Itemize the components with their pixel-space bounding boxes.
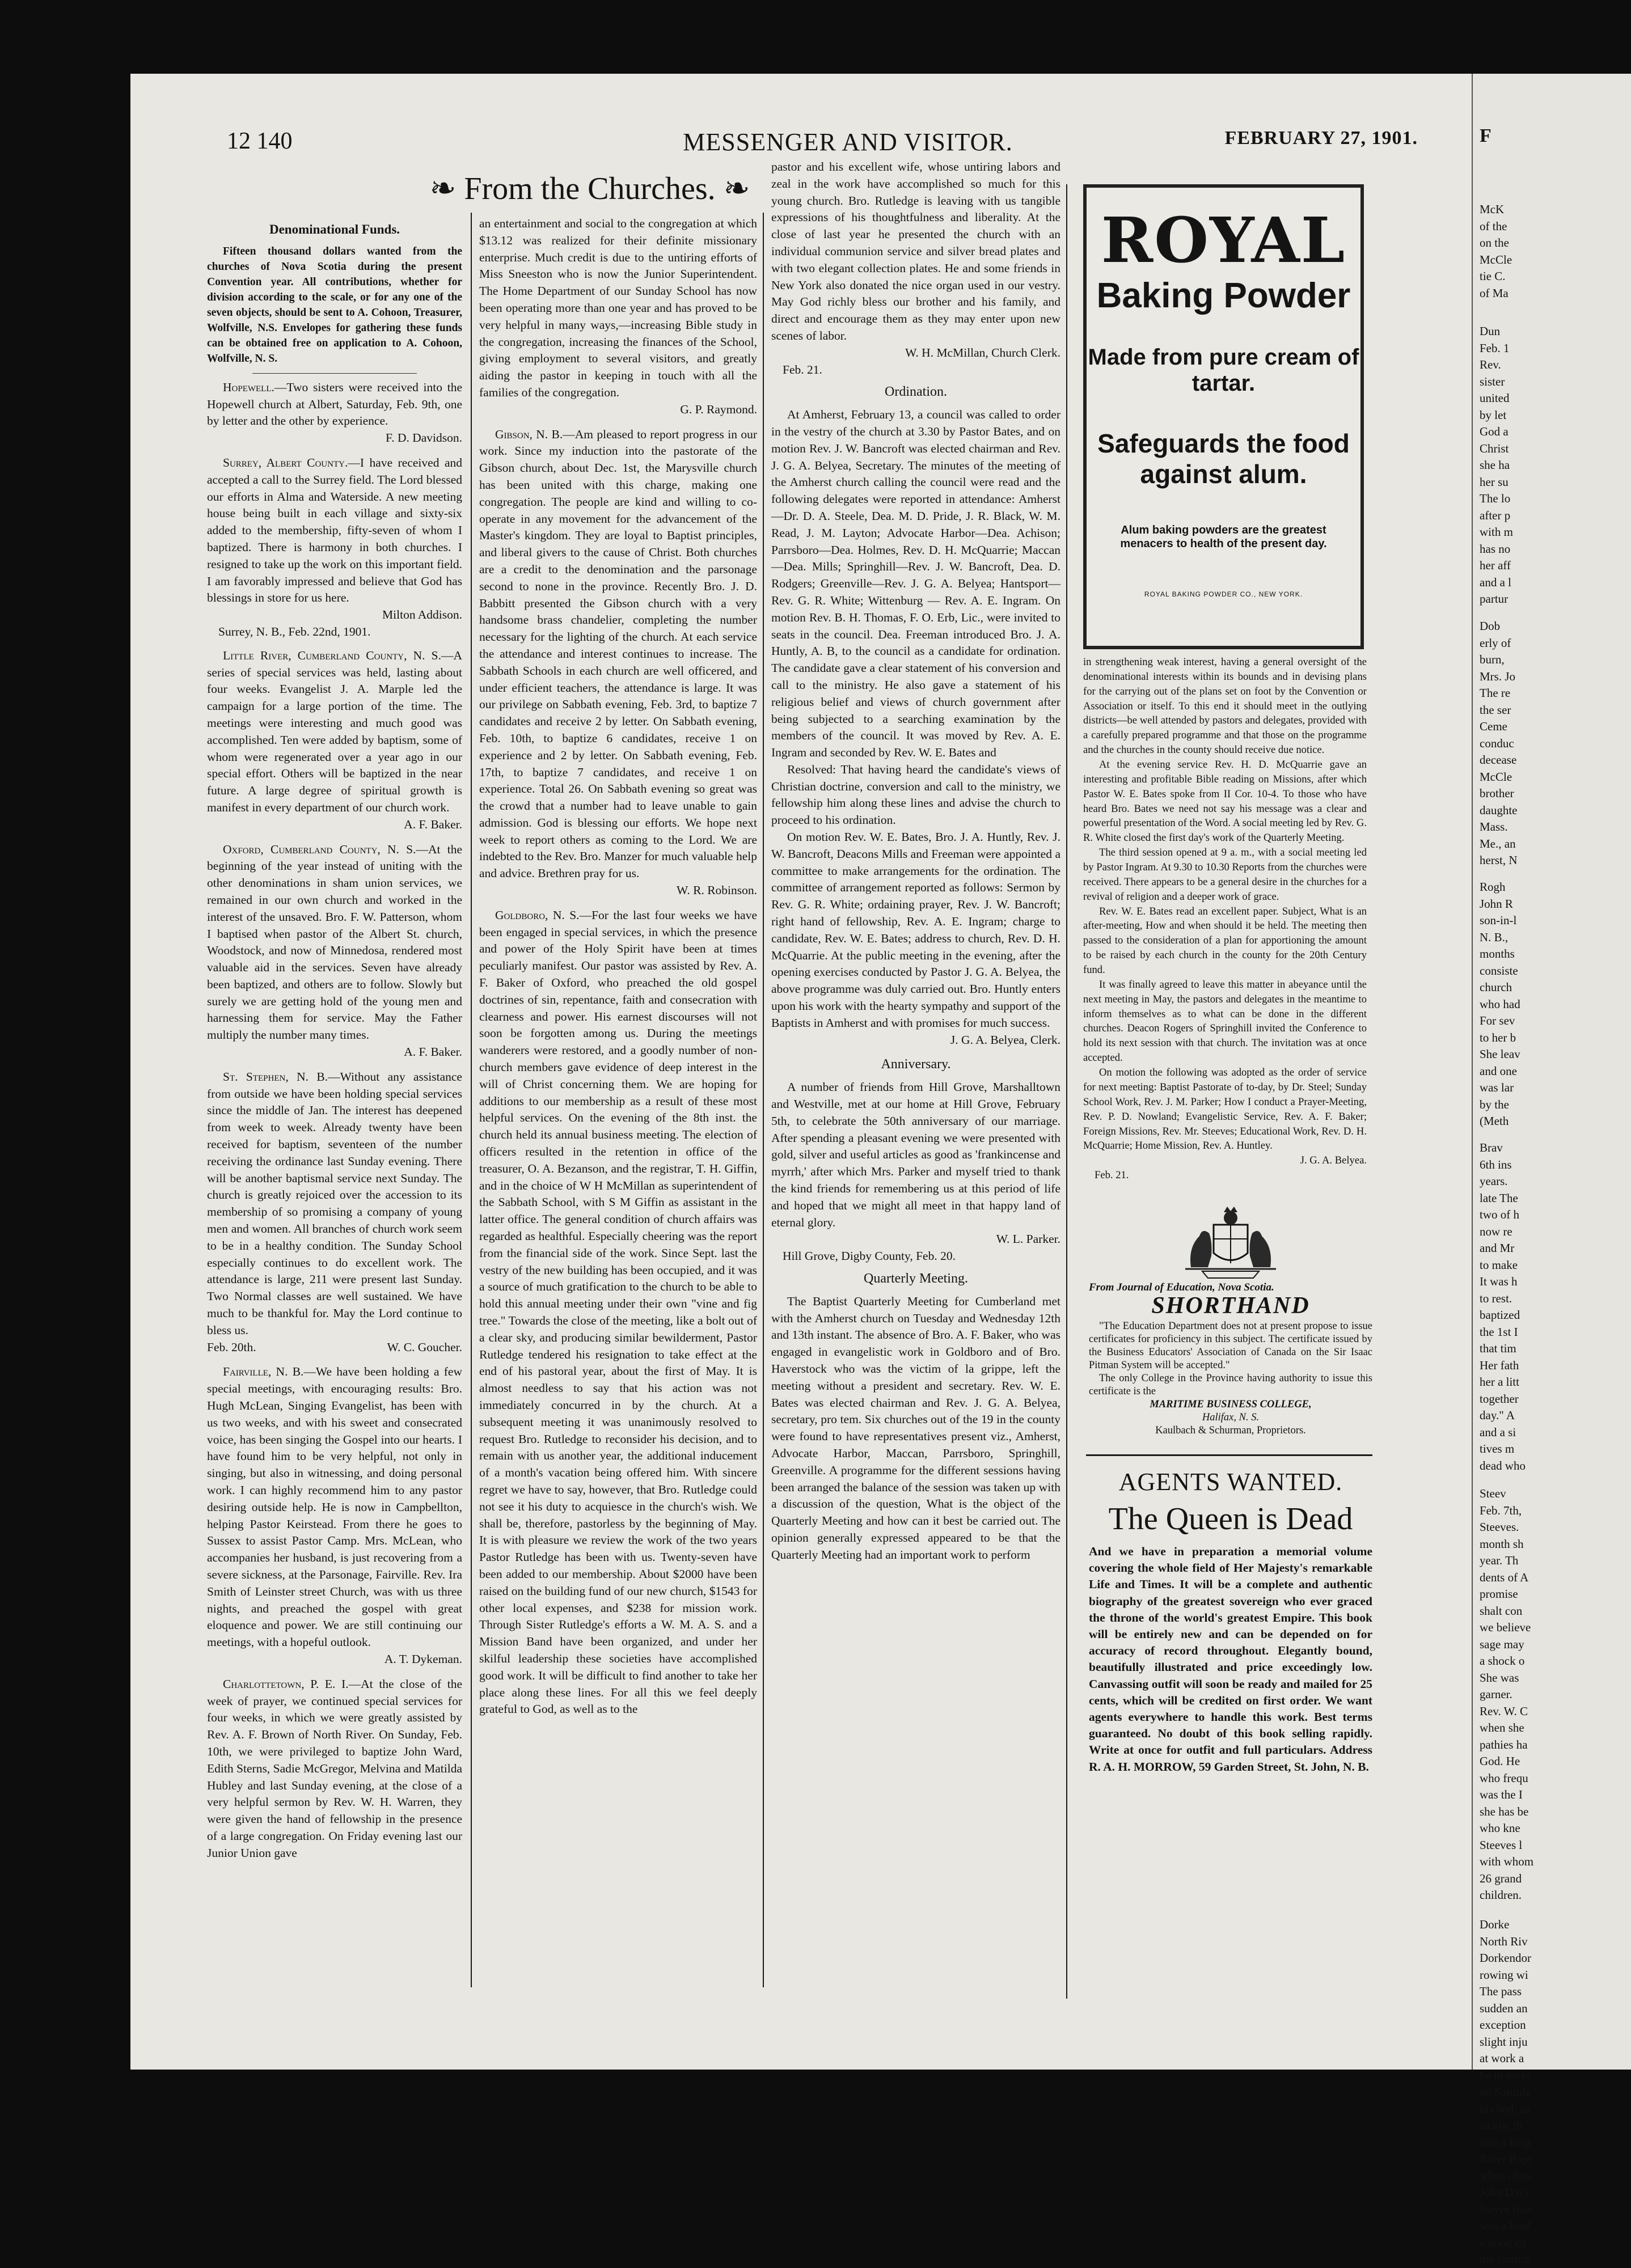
strip-line: sudden an: [1480, 2001, 1528, 2015]
strip-line: McCle: [1480, 252, 1512, 266]
column-rule: [1066, 184, 1067, 1999]
strip-line: Dorkendor: [1480, 1951, 1531, 1965]
ad-divider: [1086, 1454, 1372, 1456]
strip-line: Me., an: [1480, 836, 1516, 850]
strip-line: now re: [1480, 1224, 1512, 1238]
strip-line: tives m: [1480, 1442, 1515, 1455]
strip-line: the 1st I: [1480, 1325, 1518, 1339]
royal-baking-powder-ad: [1083, 184, 1364, 649]
strip-line: pathies ha: [1480, 1737, 1528, 1751]
anniversary-text: A number of friends from Hill Grove, Marshalltown and Westville, met at our home at Hill Grove, February 5th, to celebrate the 50th anniversary of our marriage. After spending a pleasant evening we were presented with gold, silver and useful articles as good as 'frankincense and myrrh,' after which Mrs. Parker and myself tried to thank the kind friends for remembering us at this period of life and hoped that we might all meet in that happy land of eternal glory.: [771, 1080, 1060, 1229]
strip-line: River Bapt: [1480, 2152, 1532, 2165]
agents-body: And we have in preparation a memorial volume covering the whole field of Her Majesty's remarkable Life and Times. It will be a complete and authentic biography of the greatest sovereign who ever graced the throne of the world's greatest Empire. This book will be entirely new and can be depended on for accuracy of record throughout. Elegantly bound, beautifully illustrated and price exceedingly low. Canvassing outfit will soon be ready and mailed for 25 cents, which will be credited on first order. We want agents everywhere to handle this work. Best terms guaranteed. No doubt of this book selling rapidly. Write at once for outfit and full particulars. Address R. A. H. MORROW, 59 Garden Street, St. John, N. B.: [1089, 1545, 1372, 1774]
charlottetown-signature: G. P. Raymond.: [680, 402, 757, 416]
strip-line: years.: [1480, 1174, 1508, 1188]
ordination-resolved: Resolved: That having heard the candidate's views of Christian doctrine, conversion and call to the ministry, we fellowship him along these lines and advise the church to proceed to his ordination.: [771, 762, 1060, 827]
strip-block-1: [1480, 201, 1627, 302]
ordination-motion: On motion Rev. W. E. Bates, Bro. J. A. Huntly, Rev. J. W. Bancroft, Deacons Mills and Freeman were appointed a committee to make arrangements for the ordination. The committee of arrangement reported as follows: Sermon by Rev. G. R. White; ordaining prayer, Rev. J. W. Bancroft; right hand of fellowship, Rev. A. E. Ingram; charge to candidate, Rev. W. E. Bates; address to church, Rev. D. H. McQuarrie. At the public meeting in the evening, after the opening exercises conducted by Pastor J. G. A. Belyea, the above programme was duly carried out. Bro. Huntly enters upon his work with the hearty sympathy and support of the Baptists in Amherst and with promises for much success.: [771, 830, 1060, 1030]
quarterly-continued-3: The third session opened at 9 a. m., with a social meeting led by Pastor Ingram. At 9.30 to 10.30 Reports from the churches were received. There appears to be a general desire in the churches for a revival of religion and a deeper work of grace.: [1083, 847, 1367, 903]
funds-heading: Denominational Funds.: [269, 222, 400, 236]
strip-line: and one: [1480, 1064, 1517, 1078]
strip-line: and a si: [1480, 1425, 1516, 1439]
strip-line: daughte: [1480, 803, 1518, 817]
quarterly-continued-4: Rev. W. E. Bates read an excellent paper. Subject, What is an after-meeting, How and when should it be held. The meeting then passed to the consideration of a plan for apportioning the amount to be raised by each church in the county for the 20th Century fund.: [1083, 905, 1367, 976]
strip-line: Mass.: [1480, 820, 1508, 833]
strip-line: John Davi: [1480, 2185, 1528, 2199]
agents-wanted-ad: [1089, 1463, 1372, 2030]
strip-line: God a: [1480, 425, 1509, 438]
strip-line: erly of: [1480, 636, 1511, 650]
strip-line: children.: [1480, 1888, 1522, 1902]
goldboro-report: Goldboro, N. S.—For the last four weeks we have been engaged in special services, in which the presence and power of the Holy Spirit have been at times peculiarly manifest. Our pastor was assisted by Rev. A. F. Baker of Oxford, who preached the old gospel doctrines of sin, repentance, faith and consecration with clearness and power. His earnest discourses will not soon be forgotten among us. During the meetings wanderers were restored, and a goodly number of non-church members gave evidence of deep interest in the will of Christ concerning them. We are hoping for additions to our membership as a result of these most helpful services. On the evening of the 8th inst. the church held its annual business meeting. The election of officers resulted in the retention in office of the treasurer, O. A. Bezanson, and the registrar, T. H. Giffin, and in the choice of W H McMillan as superintendent of the Sabbath School, with S M Giffin as assistant in the latter office. The general condition of church affairs was regarded as healthful. Especially cheering was the report from the financial side of the work. Since Sept. last the vestry of the new building has been occupied, and it was a source of much gratification to the church to be able to hold this annual meeting under their own "vine and fig tree." Towards the close of the meeting, like a bolt out of a clear sky, and producing similar bewilderment, Pastor Rutledge tendered his resignation to take effect at the end of his pastoral year, about the first of May. It is almost needless to say that his action was not immediately concurred in by the church. At a subsequent meeting it was unanimously resolved to request Bro. Rutledge to reconsider his decision, and to remain with us another year, the additional inducement of a month's vacation being offered him. With sincere regret we have to say, however, that Bro. Rutledge could not see it his duty to acquiesce in the church's wish. We shall be, therefore, pastorless by the beginning of May. It is with pleasure we review the work of the two years Pastor Rutledge has been with us. Twenty-seven have been added to our membership. About $2000 have been raised on the building fund of our new church, $1543 for other local expenses, and $238 for mission work. Through Sister Rutledge's efforts a W. M. A. S. and a Mission Band have been organized, and under her skilful leadership these societies have accomplished good work. It will be difficult to find another to take her place along these lines. For all this we feel deeply grateful to God, as well as to the: [479, 908, 757, 1716]
strip-line: month sh: [1480, 1537, 1524, 1551]
section-title-text: From the Churches.: [464, 171, 716, 206]
strip-line: by the: [1480, 1097, 1509, 1111]
anniversary-heading: Anniversary.: [881, 1057, 951, 1072]
strip-line: on the: [1480, 236, 1509, 249]
strip-line: to rest.: [1480, 1291, 1512, 1305]
shorthand-ad: [1089, 1202, 1372, 1446]
goldboro-signature: W. H. McMillan, Church Clerk.: [905, 345, 1060, 359]
column-2: [479, 215, 757, 1984]
strip-line: of the: [1480, 219, 1507, 233]
strip-line: to her b: [1480, 1030, 1516, 1044]
strip-line: It was h: [1480, 1275, 1518, 1288]
strip-line: and Mr: [1480, 1241, 1515, 1255]
strip-line: was a kind: [1480, 2219, 1531, 2232]
strip-line: her aff: [1480, 558, 1511, 572]
strip-line: Steeves l: [1480, 1838, 1523, 1852]
royal-maker: ROYAL BAKING POWDER CO., NEW YORK.: [1144, 590, 1303, 598]
quarterly-continued-5: It was finally agreed to leave this matter in abeyance until the next meeting in May, the pastors and delegates in the meantime to inform themselves as to what can be done in the different churches. Deacon Rogers of Springhill invited the Conference to hold its next session with that church. The invitation was at once accepted.: [1083, 978, 1367, 1064]
strip-line: two of h: [1480, 1208, 1519, 1221]
strip-line: late The: [1480, 1191, 1518, 1205]
strip-line: slight inju: [1480, 2034, 1528, 2049]
strip-line: conduc: [1480, 736, 1514, 750]
strip-line: of Ma: [1480, 286, 1509, 300]
strip-line: who had: [1480, 997, 1520, 1011]
strip-line: Her fath: [1480, 1358, 1519, 1372]
surrey-date: Surrey, N. B., Feb. 22nd, 1901.: [218, 624, 371, 638]
issue-date: FEBRUARY 27, 1901.: [1224, 128, 1418, 149]
fairville-report: Fairville, N. B.—We have been holding a few special meetings, with encouraging results: Bro. Hugh McLean, Singing Evangelist, has been with us two weeks, and with his sweet and consecrated voice, has been singing the Gospel into our hearts. I have found him to be very helpful, not only in singing, but also in witnessing, and doing personal work. I can highly recommend him to any pastor desiring outside help. He is now in Campbellton, helping Pastor Keirstead. From there he goes to Sussex to assist Pastor Camp. Mrs. McLean, who accompanies her husband, is just recovering from a severe sickness, at the Parsonage, Fairville. Rev. Ira Smith of Leinster street Church, was with us three nights, and preached the gospel with great eloquence and power. We are still continuing our meetings, with a hopeful outlook.: [207, 1365, 462, 1649]
strip-line: Rev.: [1480, 358, 1501, 371]
quarterly-continued-2: At the evening service Rev. H. D. McQuarrie gave an interesting and profitable Bible reading on Missions, after which Pastor W. E. Bates spoke from II Cor. 10-4. To those who have heard Bro. Bates we need not say his message was a clear and powerful presentation of the Word. A social meeting led by Rev. G. R. White closed the first day's work of the Quarterly Meeting.: [1083, 759, 1367, 844]
strip-line: who kne: [1480, 1821, 1520, 1835]
strip-line: decease: [1480, 753, 1517, 767]
strip-line: The pass: [1480, 1984, 1522, 1998]
adjoining-page-strip: [1472, 74, 1631, 2266]
masthead: MESSENGER AND VISITOR.: [683, 128, 1013, 156]
strip-line: McCle: [1480, 769, 1512, 784]
strip-line: Christ: [1480, 441, 1509, 455]
newspaper-page: [130, 74, 1472, 2070]
strip-block-3: [1480, 618, 1627, 869]
surrey-signature: Milton Addison.: [382, 608, 462, 622]
oxford-signature: A. F. Baker.: [404, 1045, 462, 1059]
shorthand-quote: "The Education Department does not at present propose to issue certificates for proficiency in this subject. The certificate issued by the Business Educators' Association of Canada on the Sir Isaac Pitman System will be accepted.": [1089, 1321, 1372, 1371]
strip-line: Dob: [1480, 619, 1501, 633]
strip-line: exception: [1480, 2018, 1526, 2032]
quarterly-signature: J. G. A. Belyea.: [1300, 1154, 1367, 1167]
strip-line: to make: [1480, 1258, 1518, 1272]
strip-line: Steev: [1480, 1487, 1506, 1500]
strip-line: with whom: [1480, 1855, 1534, 1868]
strip-line: sickly, th: [1480, 2118, 1523, 2132]
strip-line: when she: [1480, 1721, 1524, 1734]
strip-block-7: [1480, 1916, 1627, 2268]
shorthand-authority: The only College in the Province having authority to issue this certificate is the: [1089, 1373, 1372, 1397]
strip-line: shalt con: [1480, 1603, 1523, 1618]
strip-line: promise: [1480, 1587, 1518, 1601]
section-title: [335, 170, 845, 213]
royal-product: Baking Powder: [1096, 276, 1351, 315]
strip-line: her su: [1480, 475, 1509, 489]
strip-line: son-in-l: [1480, 913, 1517, 927]
oxford-report: Oxford, Cumberland County, N. S.—At the beginning of the year instead of uniting with the other denominations in sham union services, we remained in our own church and worked in the interest of the unsaved. Bro. F. W. Patterson, whom I baptised when pastor of the Albert St. church, Woodstock, and now of Minnedosa, rendered most valuable aid in the services. Seven have already been baptized, and others are to follow. Slowly but surely we are getting hold of the young men and harnessing them for service. May the Father multiply the number many times.: [207, 842, 462, 1042]
shorthand-city: Halifax, N. S.: [1202, 1412, 1260, 1423]
strip-line: brother: [1480, 786, 1514, 800]
ordination-text: At Amherst, February 13, a council was called to order in the vestry of the church at 3.30 by Pastor Bates, and on motion Rev. J. W. Bancroft was elected chairman and Rev. J. G. A. Belyea, Secretary. The minutes of the meeting of the Amherst church calling the council were read and the following delegates were reported in attendance: Amherst—Dr. D. A. Steele, Dea. M. D. Pride, J. R. Black, W. M. Read, J. M. Layton; Advocate Harbor—Dea. Achison; Parrsboro—Dea. Holmes, Rev. D. H. McQuarrie; Maccan—Dea. Mills; Springhill—Rev. J. W. Bancroft, Dea. D. Rodgers; Greenville—Rev. J. G. A. Belyea; Hantsport—Rev. G. R. White; Wittenburg — Rev. A. E. Ingram. On motion Rev. B. H. Thomas, F. O. Erb, Lic., were invited to seats in the council. Dea. Freeman introduced Bro. J. A. Huntly, A. B, to the council as a candidate for ordination. The candidate gave a clear statement of his conversion and call to the ministry. He also gave a statement of his religious belief and views of church government after being subjected to a searching examination by the members of the council. It was moved by Rev. A. E. Ingram and seconded by Rev. W. E. Bates and: [771, 408, 1060, 760]
strip-line: day." A: [1480, 1408, 1515, 1422]
quarterly-heading: Quarterly Meeting.: [864, 1271, 968, 1286]
anniversary-signature: W. L. Parker.: [996, 1232, 1060, 1246]
shorthand-title: SHORTHAND: [1151, 1293, 1310, 1319]
royal-line-2: Safeguards the food against alum.: [1097, 429, 1350, 489]
strip-line: a shock o: [1480, 1654, 1525, 1668]
strip-line: consiste: [1480, 963, 1518, 978]
little-river-report: Little River, Cumberland County, N. S.—A series of special services was held, lasting about four weeks. Evangelist J. A. Marple led the campaign for a large portion of the time. The meetings were interesting and much good was accomplished. Ten were added by baptism, some of whom were regenerated over a year ago in our special effort. Others will be baptized in the near future. A large degree of spiritual growth is manifest in every department of our church work.: [207, 648, 462, 814]
strip-line: McK: [1480, 202, 1505, 216]
strip-line: tie C.: [1480, 269, 1506, 283]
strip-line: his bed, an: [1480, 2101, 1531, 2115]
strip-line: burn,: [1480, 653, 1505, 666]
strip-line: who frequ: [1480, 1771, 1528, 1785]
strip-line: months: [1480, 947, 1515, 960]
strip-line: the ser: [1480, 703, 1511, 717]
hopewell-signature: F. D. Davidson.: [385, 431, 462, 445]
strip-line: garner.: [1480, 1687, 1512, 1701]
strip-line: God. He: [1480, 1754, 1520, 1768]
strip-line: and a l: [1480, 575, 1511, 589]
quarterly-text: The Baptist Quarterly Meeting for Cumberland met with the Amherst church on Tuesday and Wednesday 12th and 13th instant. The absence of Bro. A. F. Baker, who was engaged in evangelistic work in Goldboro and of Bro. Haverstock who was the victim of la grippe, left the meeting without a president and secretary. Rev. W. E. Bates was elected chairman and Rev. J. G. A. Belyea, secretary, pro tem. Six churches out of the 19 in the county were found to have representatives present viz., Amherst, Advocate Harbor, Maccan, Parrsboro, Springhill, Greenville. A programme for the different sessions having been arranged the balance of the session was taken up with a discussion of the question, What is the object of the Quarterly Meeting and how can it best be carried out. The opinion generally expressed appeared to be that the Quarterly Meeting had an important work to perform: [771, 1294, 1060, 1562]
quarterly-date: Feb. 21.: [1095, 1169, 1129, 1182]
strip-line: year. Th: [1480, 1554, 1519, 1567]
strip-line: on Saturda: [1480, 2085, 1531, 2098]
column-1: [207, 215, 462, 1984]
shorthand-college: MARITIME BUSINESS COLLEGE,: [1150, 1399, 1312, 1410]
fleuron-icon: ❧: [429, 171, 464, 206]
strip-block-2: [1480, 323, 1627, 608]
strip-line: Dun: [1480, 324, 1501, 338]
gibson-signature: W. R. Robinson.: [677, 883, 757, 898]
strip-line: a good cit: [1480, 2235, 1527, 2249]
strip-block-4: [1480, 879, 1627, 1130]
strip-line: she ha: [1480, 458, 1510, 472]
strip-line: Rogh: [1480, 880, 1506, 894]
strip-line: baptized: [1480, 1308, 1520, 1322]
strip-line: N. B.,: [1480, 930, 1509, 944]
quarterly-continued-6: On motion the following was adopted as the order of service for next meeting: Baptist Pastorate of to-day, by Dr. Steel; Sunday School Work, Rev. J. M. Parker; How I conduct a Prayer-Meeting, Rev. P. D. Nowland; Evangelistic Service, Rev. A. F. Baker; Foreign Missions, Rev. Mr. Steeves; Educational Work, Rev. D. H. McQuarrie; Home Mission, Rev. A. Huntley.: [1083, 1067, 1367, 1152]
quarterly-continued-1: in strengthening weak interest, having a general oversight of the denominational interests within its bounds and in devising plans for the carrying out of the plans set on foot by the Convention or Association or itself. To this end it should meet in the outlying districts—be well attended by pastors and delegates, provided with a carefully prepared programme and that those on the programme and the churches in the county should receive due notice.: [1083, 656, 1367, 756]
strip-line: when abou: [1480, 2168, 1532, 2182]
strip-line: For sev: [1480, 1014, 1515, 1027]
coat-of-arms-icon: [1168, 1202, 1293, 1281]
surrey-report: Surrey, Albert County.—I have received and accepted a call to the Surrey field. The Lord blessed our efforts in Alma and Waterside. A new meeting house being built in each village and sixty-six added to the membership, fifty-seven of whom I baptized. There is harmony in both churches. I resigned to take up the work on this important field. I am favorably impressed and believe that God has blessings in store for us here.: [207, 455, 462, 605]
queen-headline: The Queen is Dead: [1108, 1501, 1353, 1537]
strip-block-6: [1480, 1486, 1627, 1904]
strip-line: The re: [1480, 686, 1511, 700]
charlottetown-continued: an entertainment and social to the congregation at which $13.12 was realized for their definite missionary enterprise. Much credit is due to the untiring efforts of Miss Sneeston who is now the Junior Superintendent. The Home Department of our Sunday School has now been operating more than one year and has proved to be very helpful in many ways,—increasing Bible study in the congregation, increasing the finances of the School, giving employment to several visitors, and greatly aiding the pastor in keeping in touch with all the families of the congregation.: [479, 217, 757, 399]
fairville-signature: A. T. Dykeman.: [384, 1652, 462, 1666]
royal-line-1: Made from pure cream of tartar.: [1088, 345, 1359, 396]
strip-line: Mrs. Jo: [1480, 669, 1516, 683]
hopewell-report: Hopewell.—Two sisters were received into the Hopewell church at Albert, Saturday, Feb. 9th, one by letter and the other by experience.: [207, 380, 462, 428]
strip-line: Brav: [1480, 1141, 1503, 1154]
strip-line: partur: [1480, 592, 1509, 606]
strip-line: She leav: [1480, 1047, 1520, 1061]
strip-line: John R: [1480, 896, 1513, 911]
fleuron-icon: ❧: [715, 171, 750, 206]
strip-line: sister: [1480, 374, 1505, 388]
charlottetown-report: Charlottetown, P. E. I.—At the close of the week of prayer, we continued special services for four weeks, in which we were greatly assisted by Rev. A. F. Brown of North River. On Sunday, Feb. 10th, we were privileged to baptize John Ward, Edith Sterns, Sadie McGregor, Melvina and Matilda Hubley and last Sunday evening, at the close of a very helpful sermon by Rev. W. H. Warren, they were given the hand of fellowship in the presence of a large congregation. On Friday evening last our Junior Union gave: [207, 1677, 462, 1860]
strip-line: dead who: [1480, 1458, 1526, 1472]
shorthand-source: From Journal of Education, Nova Scotia.: [1089, 1281, 1274, 1293]
goldboro-continued: pastor and his excellent wife, whose untiring labors and zeal in the work have accomplished so much for this young church. Bro. Rutledge is leaving with us tangible expressions of his thoughtfulness and liberality. At the close of last year he presented the church with an individual communion service and silver bread plates and with two elegant collection plates. He and some friends in New York also donated the nice organ used in our vestry. May God richly bless our brother and his family, and direct and encourage them as they may enter upon new scenes of labor.: [771, 160, 1060, 342]
column-4: [1083, 655, 1367, 1199]
strip-line: her a litt: [1480, 1375, 1519, 1389]
strip-line: The lo: [1480, 492, 1511, 505]
strip-line: dents of A: [1480, 1570, 1529, 1584]
strip-line: she has be: [1480, 1804, 1529, 1818]
strip-line: leaves four: [1480, 2202, 1532, 2216]
strip-line: herst, N: [1480, 853, 1518, 867]
shorthand-body: [1089, 1320, 1372, 1437]
strip-line: sage may: [1480, 1637, 1524, 1651]
ordination-signature: J. G. A. Belyea, Clerk.: [950, 1033, 1060, 1047]
strip-line: 26 grand: [1480, 1871, 1522, 1885]
strip-line: was lar: [1480, 1081, 1514, 1094]
strip-line: (Meth: [1480, 1114, 1509, 1128]
strip-line: Ceme: [1480, 720, 1507, 733]
strip-line: was a long: [1480, 2135, 1531, 2149]
st-stephen-report: St. Stephen, N. B.—Without any assistance from outside we have been holding special services since the middle of Jan. The interest has deepened from week to week. Already twenty have been received for baptism, seventeen of the number receiving the ordinance last Sunday evening. There will be another baptismal service next Sunday. The church is greatly rejoiced over the accession to its membership of so promising a company of young men and women. All branches of church work seem to be in a healthy condition. The Sunday School especially continues to do excellent work. The attendance is large, 211 were present last Sunday. Two Normal classes are well sustained. We have much to be thankful for. May the Lord continue to bless us.: [207, 1069, 462, 1337]
strip-line: we believe: [1480, 1620, 1531, 1634]
strip-line: together: [1480, 1391, 1519, 1406]
strip-line: be in perfe: [1480, 2068, 1531, 2082]
page-number: 12 140: [227, 128, 293, 154]
royal-brand: ROYAL: [1101, 204, 1346, 277]
strip-block-5: [1480, 1140, 1627, 1474]
column-3: [771, 159, 1060, 1990]
strip-line: united: [1480, 391, 1510, 405]
st-stephen-signature: Feb. 20th. W. C. Goucher.: [207, 1339, 462, 1356]
strip-line: 6th ins: [1480, 1157, 1512, 1171]
strip-line: by let: [1480, 408, 1507, 422]
ordination-heading: Ordination.: [885, 384, 947, 400]
strip-line: Rev. W. C: [1480, 1704, 1528, 1718]
strip-line: Steeves.: [1480, 1520, 1519, 1534]
little-river-signature: A. F. Baker.: [404, 817, 462, 831]
strip-line: after p: [1480, 508, 1511, 522]
royal-line-3: Alum baking powders are the greatest menacers to health of the present day.: [1120, 524, 1327, 550]
adjoining-page-letter: F: [1480, 125, 1491, 146]
strip-line: Feb. 7th,: [1480, 1503, 1522, 1517]
strip-line: has no: [1480, 541, 1511, 556]
strip-line: church: [1480, 980, 1512, 994]
column-rule: [763, 213, 764, 1987]
strip-line: that tim: [1480, 1342, 1516, 1355]
strip-line: at work a: [1480, 2051, 1524, 2065]
goldboro-date: Feb. 21.: [783, 362, 822, 376]
shorthand-proprietors: Kaulbach & Schurman, Proprietors.: [1155, 1425, 1306, 1436]
column-rule: [471, 213, 472, 1987]
divider: [252, 370, 417, 374]
gibson-report: Gibson, N. B.—Am pleased to report progress in our work. Since my induction into the pastorate of the Gibson church, about Dec. 1st, the Marysville church has been united with this charge, making one congregation. The people are kind and willing to co-operate in any movement for the advancement of the Master's kingdom. They are loyal to Baptist principles, and liberal givers to the cause of Christ. Both churches are a credit to the denomination and the parsonage second to none in the province. Recently Bro. J. D. Babbitt presented the Gibson church with a very handsome brass chandelier, completing the number necessary for the lighting of the church. At each service the attendance and interest continues to increase. The Sabbath Schools in each church are well officered, and under efficient teachers, the attendance is large. It was our privilege on Sabbath evening, Feb. 3rd, to baptize 7 candidates and receive 2 by letter. On Sabbath evening, Feb. 10th, to baptize 6 candidates, receive 1 on experience and 2 by letter. On Sabbath evening, Feb. 17th, to baptize 7 candidates, and receive 1 on experience. Total 26. On Sabbath evening so great was the crowd that a number had to leave unable to gain admission. God is blessing our efforts. We hope next week to report others as coming to the Lord. We are indebted to the Rev. Bro. Manzer for much valuable help and advice. Brethren pray for us.: [479, 427, 757, 881]
strip-line: Feb. 1: [1480, 341, 1510, 355]
st-stephen-date: Feb. 20th.: [207, 1340, 256, 1354]
strip-line: She was: [1480, 1670, 1519, 1685]
strip-line: Dorke: [1480, 1918, 1510, 1931]
strip-line: North Riv: [1480, 1934, 1528, 1948]
funds-notice: Fifteen thousand dollars wanted from the churches of Nova Scotia during the present Convention year. All contributions, whether for division according to the scale, or for any one of the seven objects, should be sent to A. Cohoon, Treasurer, Wolfville, N.S. Envelopes for gathering these funds can be obtained free on application to A. Cohoon, Wolfville, N. S.: [207, 245, 462, 365]
strip-line: with m: [1480, 525, 1513, 539]
strip-line: was the I: [1480, 1788, 1523, 1801]
strip-line: rowing wi: [1480, 1967, 1528, 1982]
agents-heading: AGENTS WANTED.: [1118, 1468, 1343, 1496]
anniversary-place: Hill Grove, Digby County, Feb. 20.: [783, 1249, 956, 1263]
strip-line: the church: [1480, 2252, 1530, 2266]
